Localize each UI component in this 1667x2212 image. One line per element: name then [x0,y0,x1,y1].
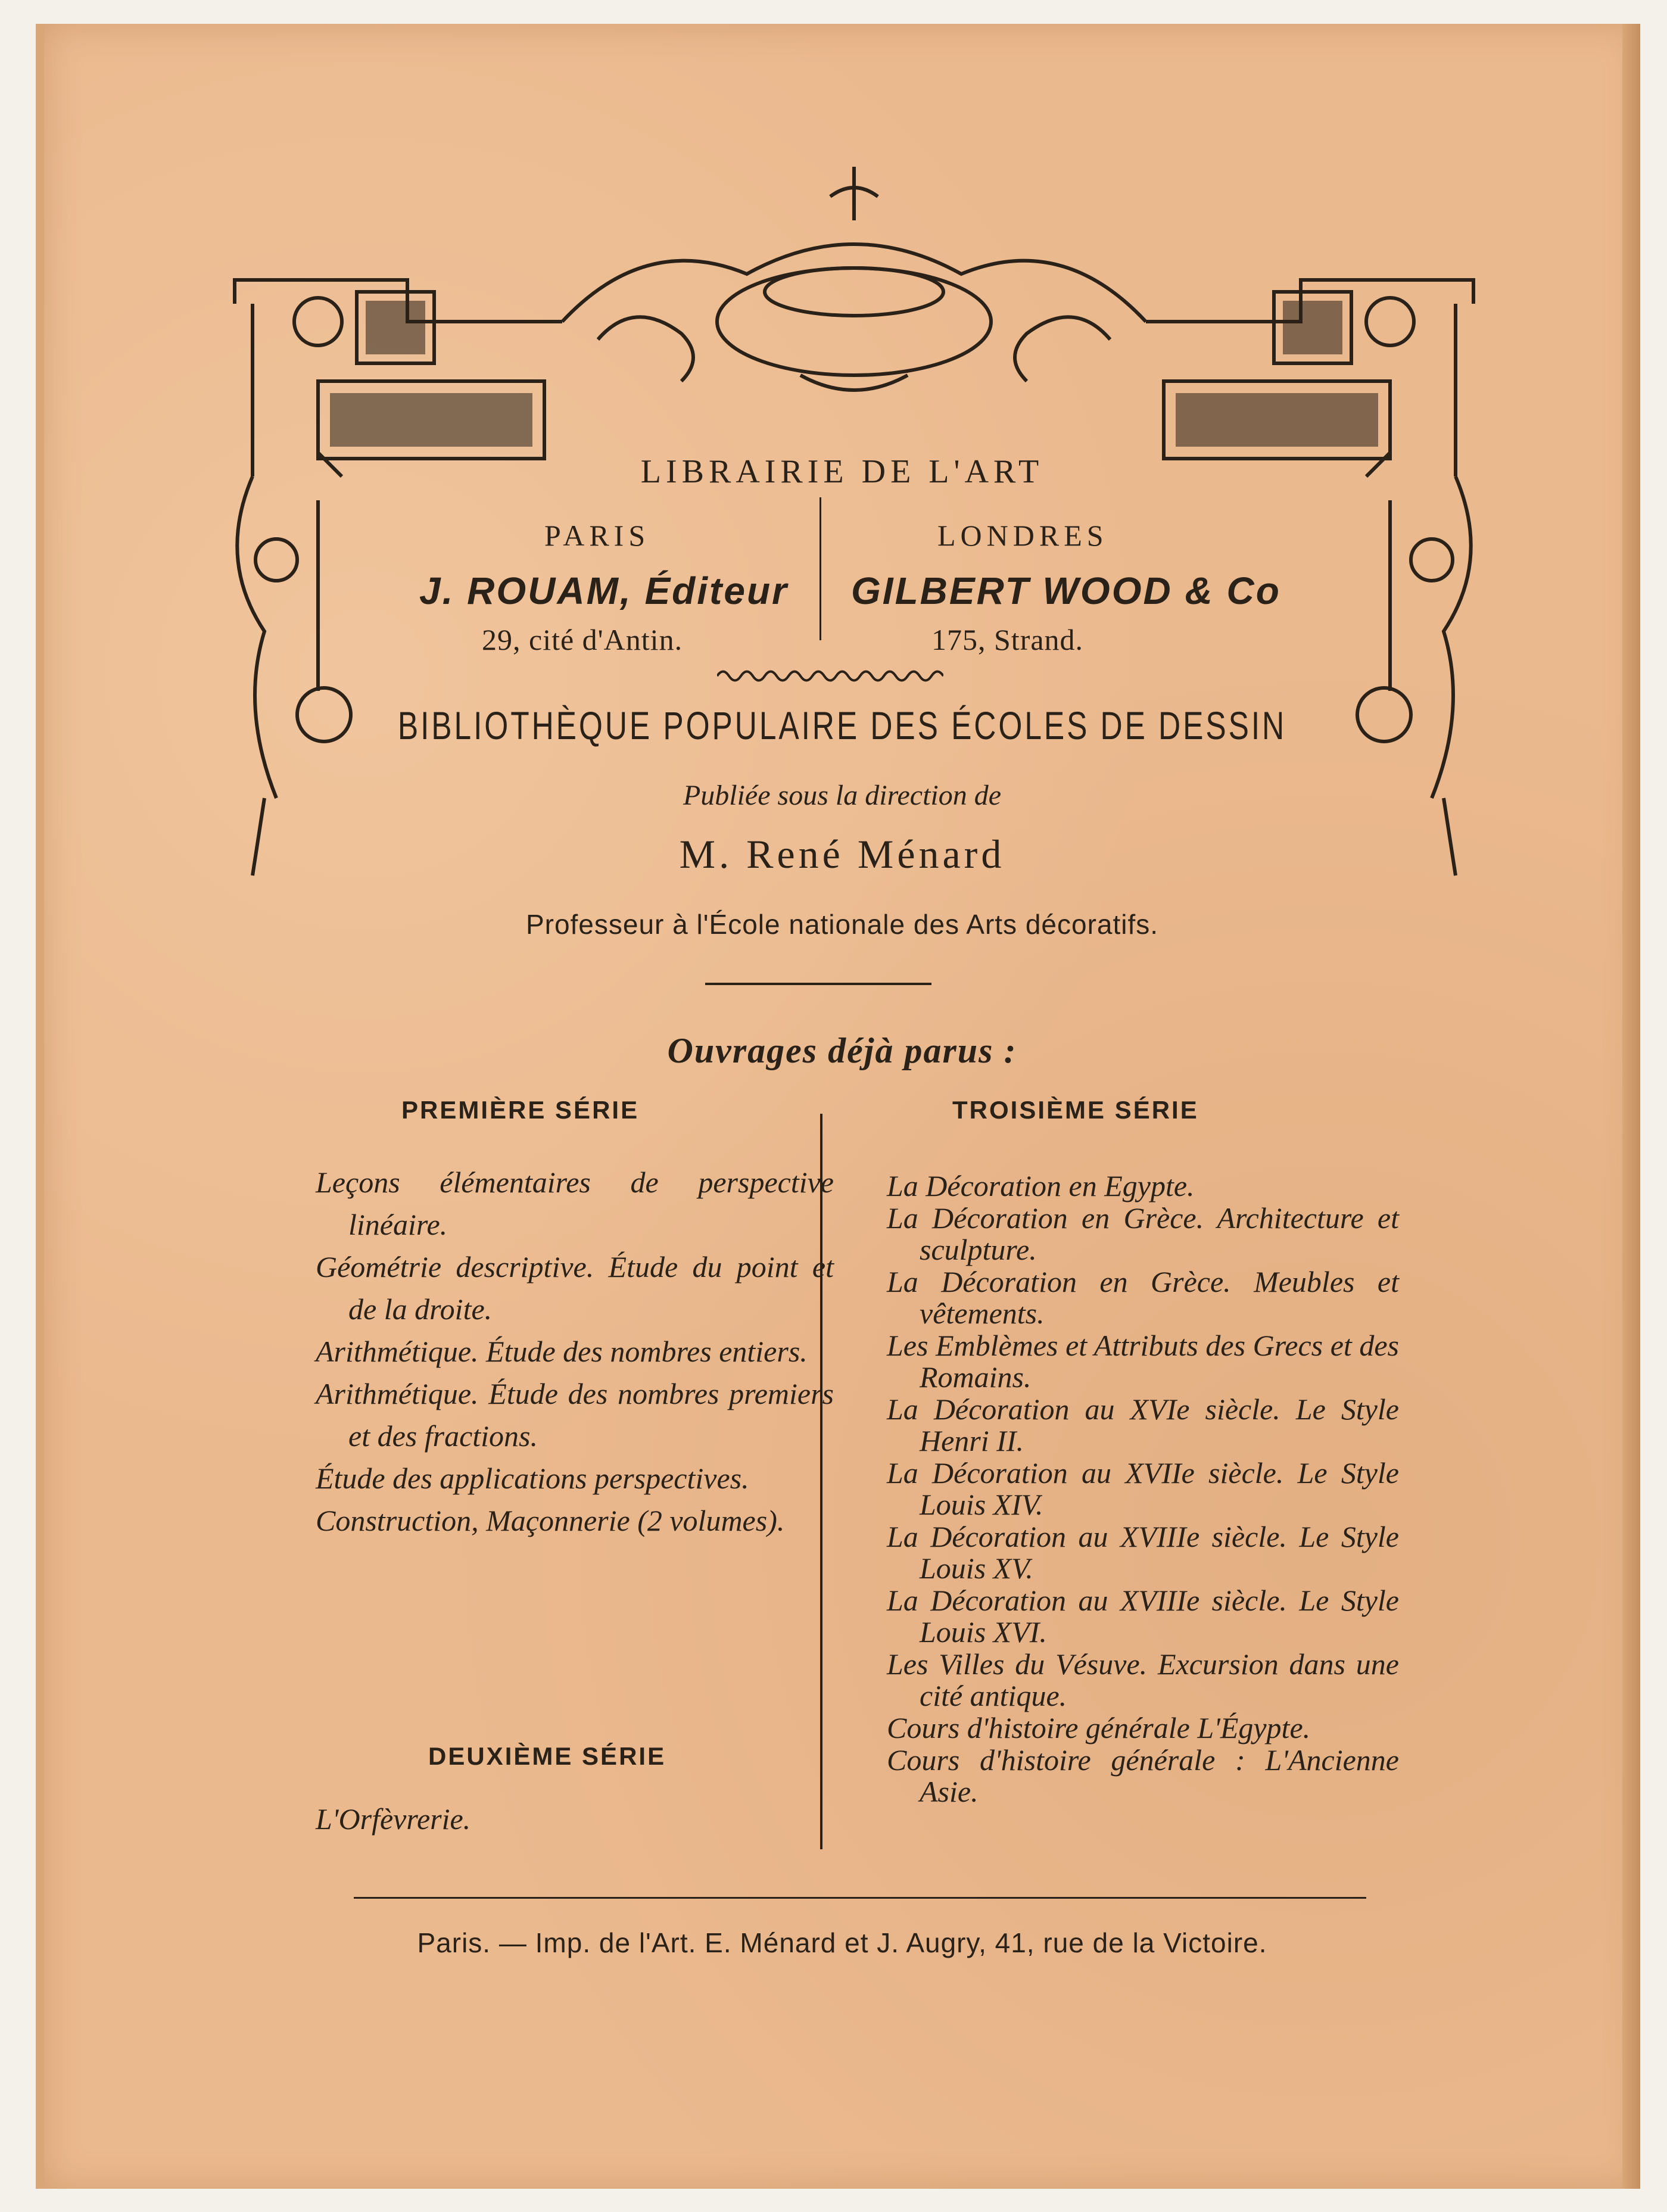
second-series-heading: DEUXIÈME SÉRIE [428,1742,666,1770]
published-under: Publiée sous la direction de [683,780,1002,811]
librairie-title: LIBRAIRIE DE L'ART [640,453,1044,490]
third-series-list [887,1170,1399,1808]
director-name: M. René Ménard [679,831,1005,877]
third-series-heading: TROISIÈME SÉRIE [952,1096,1199,1124]
list-item: La Décoration en Grèce. Meubles et vêtements. [887,1265,1399,1330]
collection-title: BIBLIOTHÈQUE POPULAIRE DES ÉCOLES DE DESSIN [397,703,1287,747]
director-title: Professeur à l'École nationale des Arts décoratifs. [525,909,1159,940]
list-item: Construction, Maçonnerie (2 volumes). [316,1504,785,1537]
list-item: Arithmétique. Étude des nombres premiers et des fractions. [316,1377,834,1453]
page-edge [1622,24,1640,2189]
second-series-item: L'Orfèvrerie. [316,1802,471,1836]
londres-label: LONDRES [937,519,1108,552]
list-item: Cours d'histoire générale : L'Ancienne Asie. [887,1743,1399,1808]
wave-divider-icon [717,667,943,685]
list-item: Géométrie descriptive. Étude du point et de la droite. [316,1250,834,1326]
list-item: Étude des applications perspectives. [316,1462,749,1495]
london-address: 175, Strand. [931,623,1084,656]
list-item: La Décoration au XVIIIe siècle. Le Style Louis XVI. [887,1584,1399,1649]
footer-divider [354,1897,1366,1899]
paris-label: PARIS [544,519,650,552]
list-item: Cours d'histoire générale L'Égypte. [887,1711,1311,1744]
list-item: Leçons élémentaires de perspective linéaire. [316,1166,834,1241]
list-item: La Décoration en Grèce. Architecture et sculpture. [887,1201,1399,1266]
london-publisher: GILBERT WOOD & Co [851,569,1281,612]
list-item: La Décoration en Egypte. [887,1169,1195,1202]
list-item: Les Villes du Vésuve. Excursion dans une cité antique. [887,1647,1399,1712]
first-series-list [316,1161,834,1542]
list-item: La Décoration au XVIIIe siècle. Le Style Louis XV. [887,1520,1399,1585]
paris-address: 29, cité d'Antin. [482,623,683,656]
list-item: Arithmétique. Étude des nombres entiers. [316,1335,808,1368]
list-item: Les Emblèmes et Attributs des Grecs et des Romains. [887,1329,1399,1394]
list-item: La Décoration au XVIe siècle. Le Style Henri II. [887,1392,1399,1457]
header-divider [820,497,821,640]
first-series-heading: PREMIÈRE SÉRIE [401,1096,640,1124]
ornamental-frame-icon [229,143,1479,887]
book-cover [36,24,1640,2189]
list-item: La Décoration au XVIIe siècle. Le Style Louis XIV. [887,1456,1399,1521]
works-heading: Ouvrages déjà parus : [667,1031,1017,1070]
printer-imprint: Paris. — Imp. de l'Art. E. Ménard et J. Augry, 41, rue de la Victoire. [417,1927,1267,1958]
section-divider [705,983,931,985]
paris-publisher: J. ROUAM, Éditeur [419,569,789,612]
